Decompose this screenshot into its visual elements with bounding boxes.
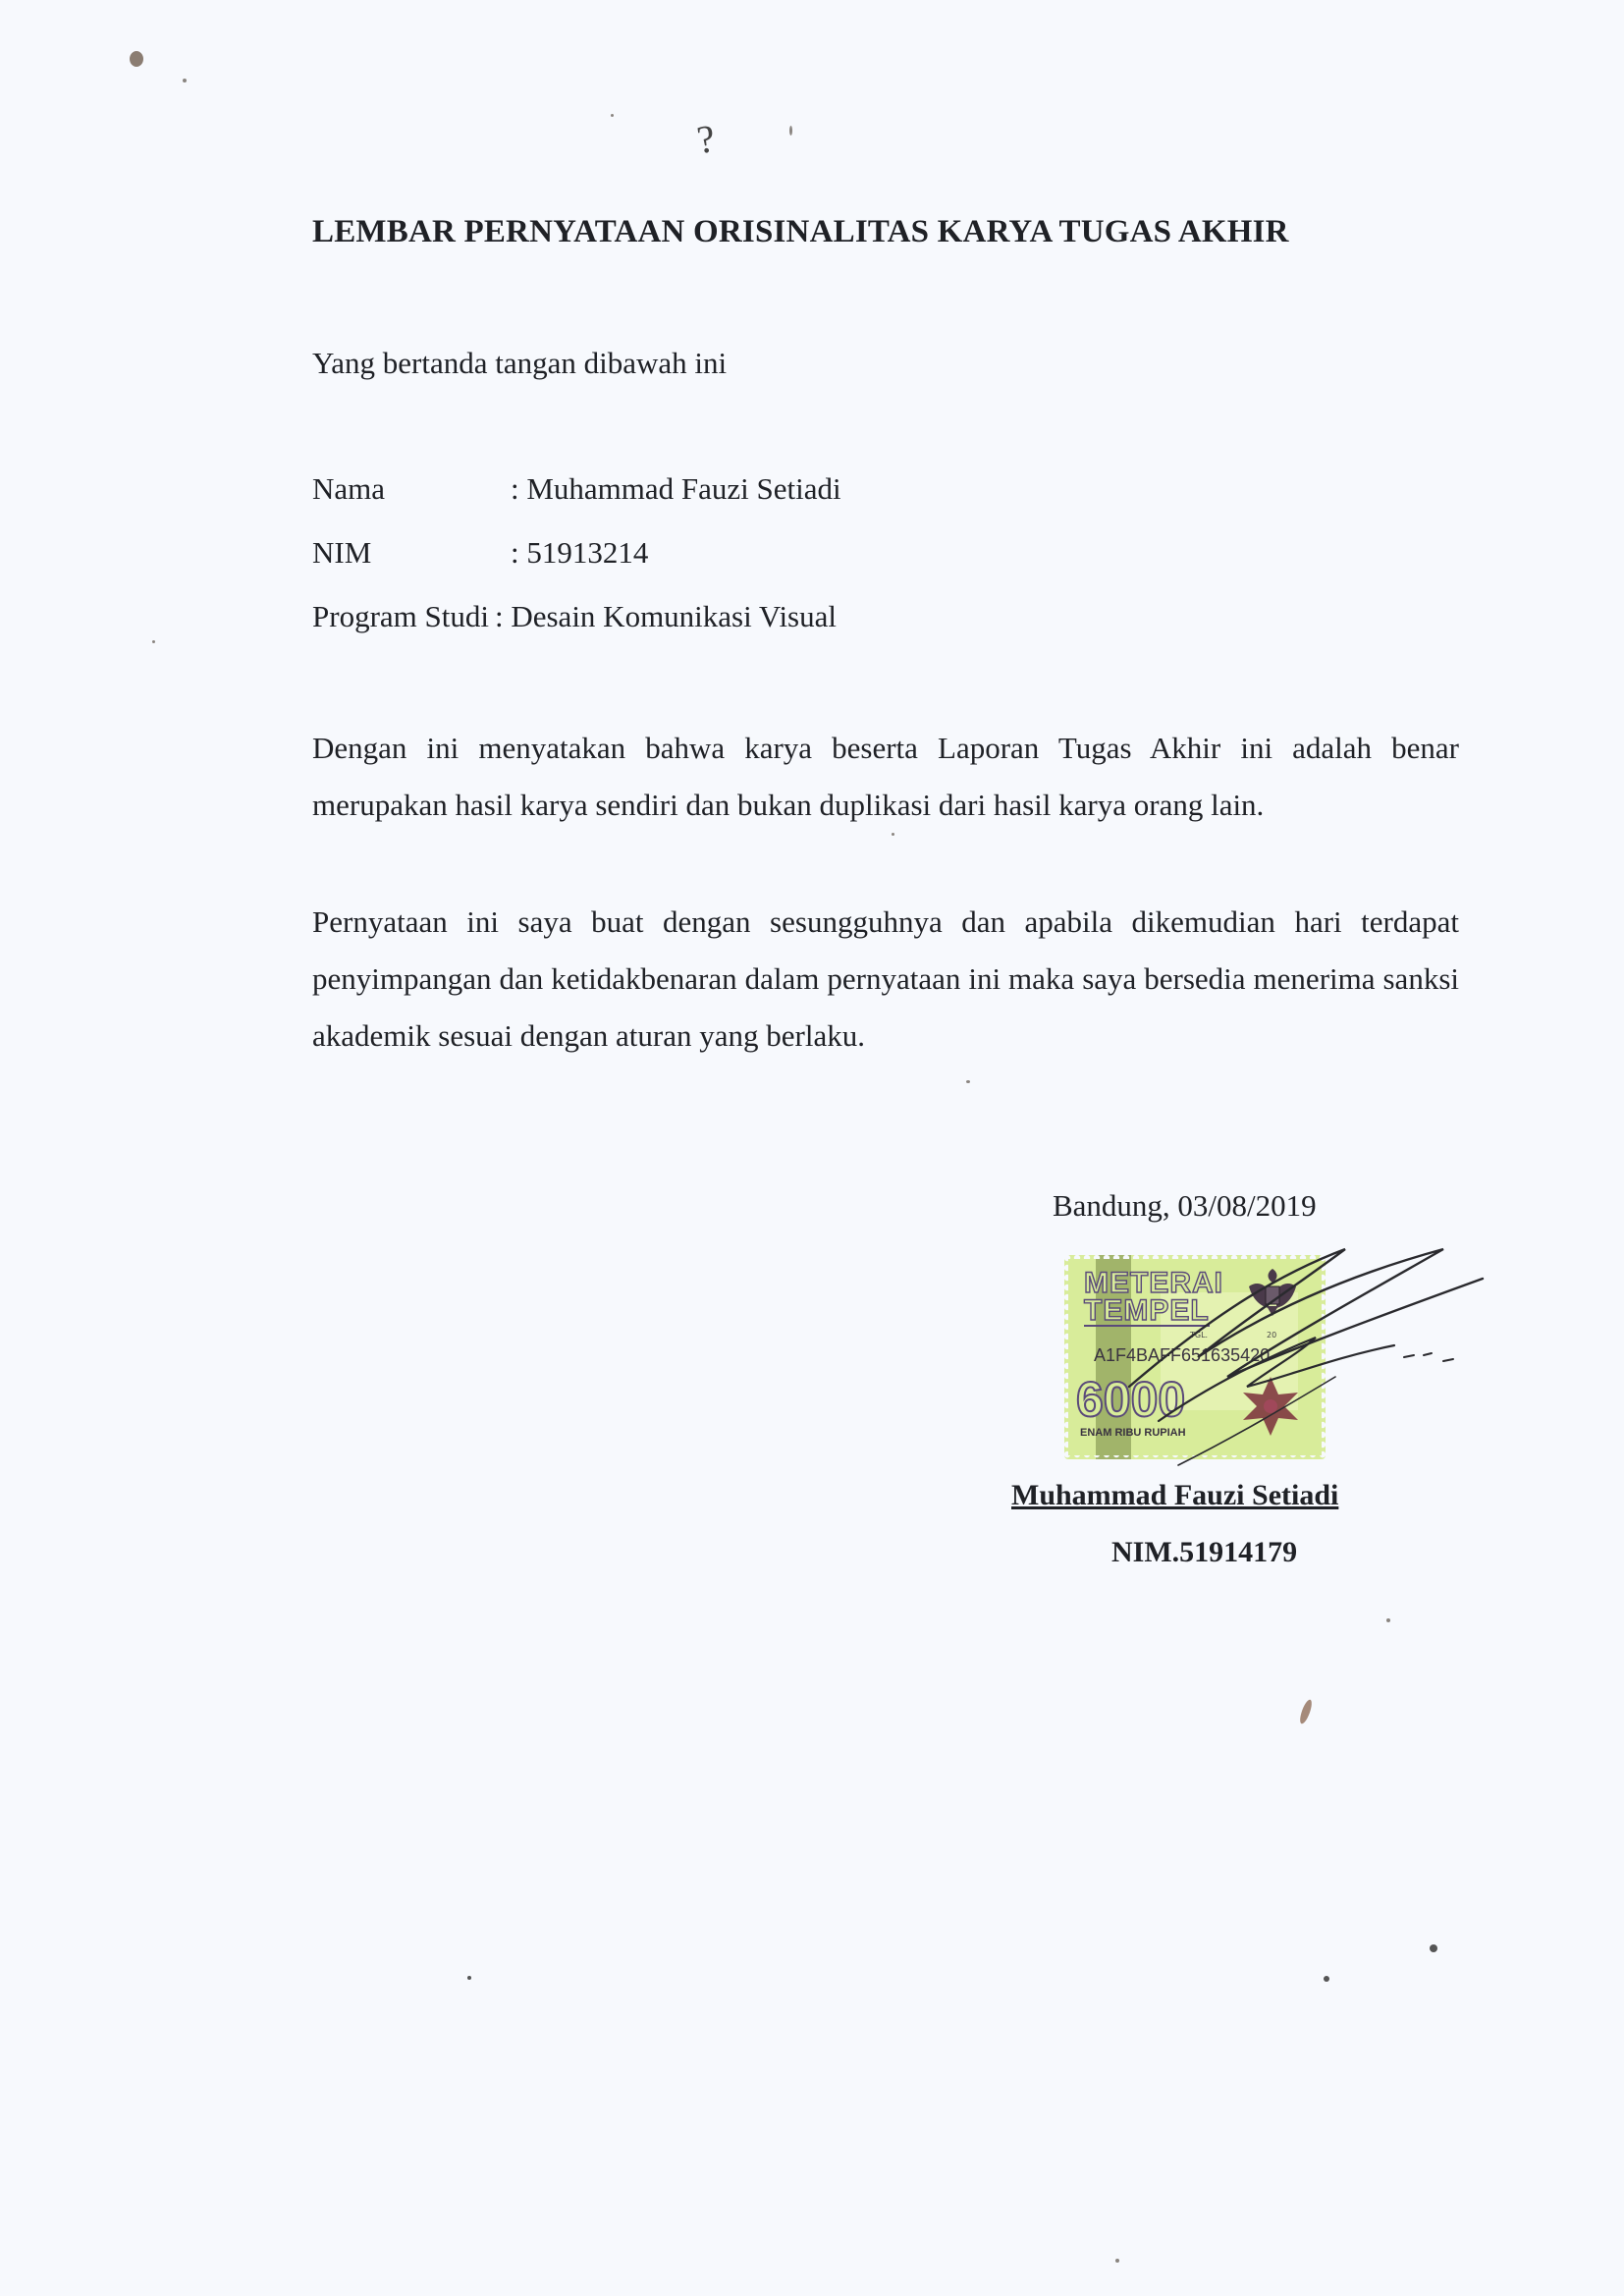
statement-paragraph: Dengan ini menyatakan bahwa karya beserta Laporan Tugas Akhir ini adalah benar merupakan hasil karya sendiri dan bukan duplikasi dari hasil karya orang lain. — [312, 731, 1459, 822]
field-row-program-studi — [312, 599, 841, 663]
stamp-serial-number: A1F4BAFF651635420 — [1094, 1345, 1271, 1365]
document-title: LEMBAR PERNYATAAN ORISINALITAS KARYA TUGAS AKHIR — [312, 214, 1289, 249]
place-and-date: Bandung, 03/08/2019 — [1053, 1188, 1317, 1223]
identity-fields — [312, 471, 841, 663]
scan-speck — [789, 126, 792, 136]
field-row-nim — [312, 535, 841, 599]
stamp-small-left: TGL. — [1190, 1331, 1209, 1339]
stamp-value-words: ENAM RIBU RUPIAH — [1080, 1427, 1186, 1439]
field-value: : Muhammad Fauzi Setiadi — [511, 471, 841, 506]
field-value: : Desain Komunikasi Visual — [494, 599, 837, 633]
stamp-title-line2: TEMPEL — [1084, 1294, 1210, 1327]
field-row-nama — [312, 471, 841, 535]
scan-speck — [130, 51, 143, 67]
stamp-small-right: 20 — [1267, 1331, 1277, 1339]
field-label: NIM — [312, 535, 372, 570]
scan-speck — [183, 79, 187, 82]
scan-speck — [966, 1080, 970, 1083]
scan-speck — [1430, 1944, 1437, 1952]
scan-speck — [467, 1976, 471, 1980]
intro-text: Yang bertanda tangan dibawah ini — [312, 346, 728, 380]
stamp-title-line1: METERAI — [1084, 1267, 1223, 1299]
field-value: : 51913214 — [511, 535, 649, 570]
field-label: Program Studi — [312, 599, 489, 633]
field-label: Nama — [312, 471, 386, 506]
scan-speck — [1386, 1618, 1390, 1622]
scan-speck — [611, 114, 614, 117]
statement-paragraph: Pernyataan ini saya buat dengan sesungguhnya dan apabila dikemudian hari terdapat penyimpangan dan ketidakbenaran dalam pernyataan ini maka saya bersedia menerima sanksi akademik sesuai dengan aturan yang berlaku. — [312, 904, 1459, 1053]
margin-mark: ? — [693, 115, 718, 163]
stamp-value: 6000 — [1076, 1372, 1186, 1427]
scan-speck — [1298, 1698, 1314, 1724]
scan-speck — [1115, 2259, 1119, 2263]
signer-nim: NIM.51914179 — [1111, 1536, 1298, 1568]
signer-name: Muhammad Fauzi Setiadi — [1011, 1479, 1339, 1511]
scan-speck — [152, 640, 155, 643]
scan-speck — [1324, 1976, 1329, 1982]
handwritten-signature — [1119, 1239, 1492, 1475]
